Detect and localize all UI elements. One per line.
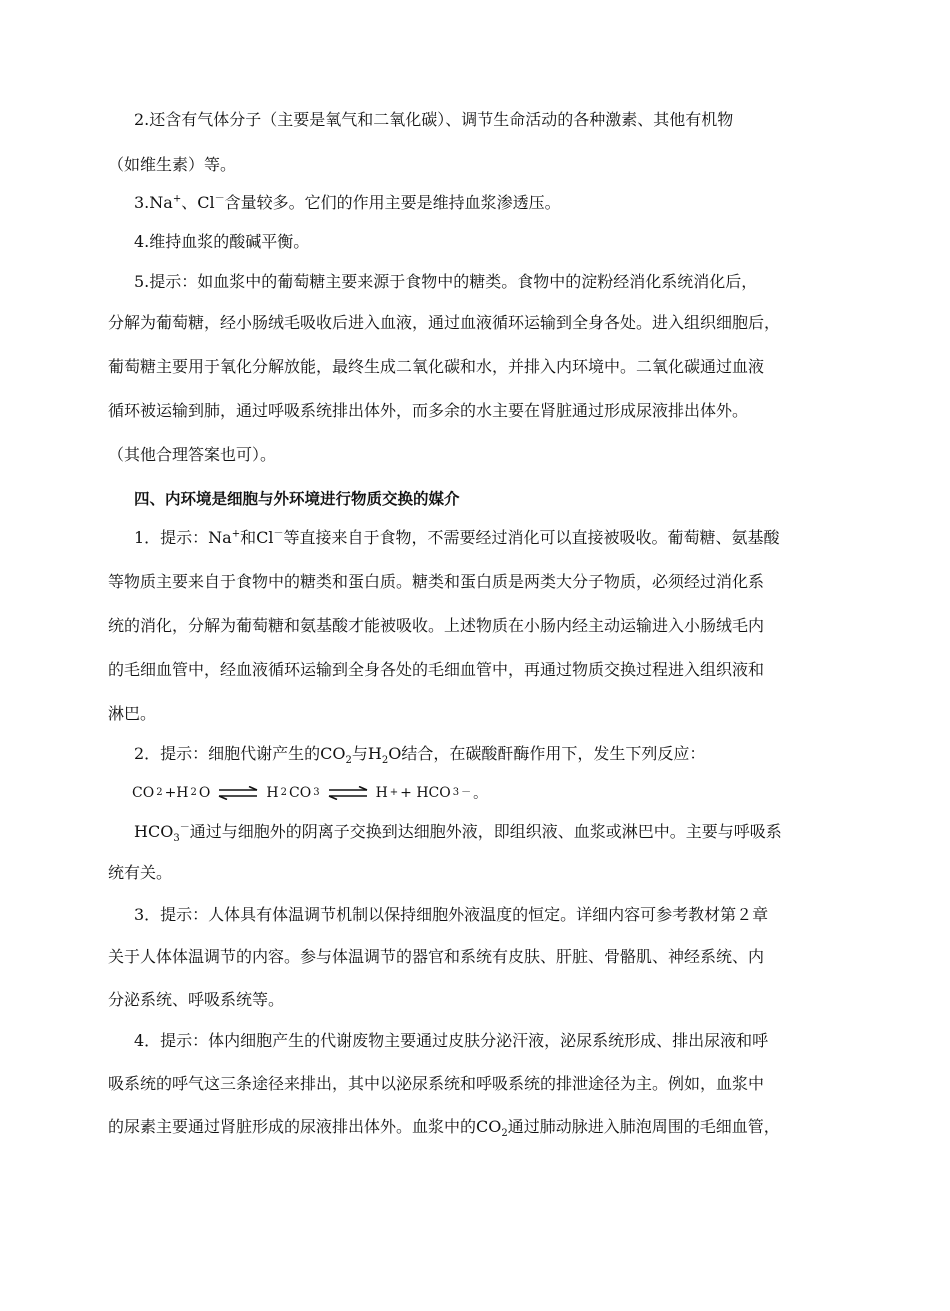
paragraph-line: 葡萄糖主要用于氧化分解放能，最终生成二氧化碳和水，并排入内环境中。二氧化碳通过血液 bbox=[108, 357, 765, 376]
paragraph-line: 等物质主要来自于食物中的糖类和蛋白质。糖类和蛋白质是两类大分子物质，必须经过消化系 bbox=[108, 572, 765, 591]
paragraph-line: 1．提示：Na+和Cl－等直接来自于食物，不需要经过消化可以直接被吸收。葡萄糖、氨基酸 bbox=[134, 528, 780, 547]
paragraph-line: 吸系统的呼气这三条途径来排出，其中以泌尿系统和呼吸系统的排泄途径为主。例如，血浆中 bbox=[108, 1074, 765, 1093]
paragraph-line: 统的消化，分解为葡萄糖和氨基酸才能被吸收。上述物质在小肠内经主动运输进入小肠绒毛内 bbox=[108, 616, 765, 635]
section-heading: 四、内环境是细胞与外环境进行物质交换的媒介 bbox=[134, 490, 460, 508]
paragraph-line: 5.提示：如血浆中的葡萄糖主要来源于食物中的糖类。食物中的淀粉经消化系统消化后， bbox=[134, 272, 758, 291]
paragraph-line: 关于人体体温调节的内容。参与体温调节的器官和系统有皮肤、肝脏、骨骼肌、神经系统、内 bbox=[108, 947, 765, 966]
paragraph-line: 分解为葡萄糖，经小肠绒毛吸收后进入血液，通过血液循环运输到全身各处。进入组织细胞后， bbox=[108, 313, 781, 332]
paragraph-line: 分泌系统、呼吸系统等。 bbox=[108, 990, 285, 1009]
reversible-arrow-icon bbox=[328, 786, 368, 800]
paragraph-line: 统有关。 bbox=[108, 863, 173, 882]
paragraph-line: （如维生素）等。 bbox=[108, 155, 237, 174]
paragraph-line: 淋巴。 bbox=[108, 704, 157, 723]
paragraph-line: 的尿素主要通过肾脏形成的尿液排出体外。血浆中的$CO_2$通过肺动脉进入肺泡周围的毛细血管， bbox=[108, 1117, 780, 1140]
paragraph-line: $HCO_3^-$通过与细胞外的阴离子交换到达细胞外液，即组织液、血浆或淋巴中。主要与呼吸系 bbox=[134, 822, 782, 845]
paragraph-line: （其他合理答案也可）。 bbox=[108, 445, 277, 464]
reversible-arrow-icon bbox=[218, 786, 258, 800]
paragraph-line: 3．提示：人体具有体温调节机制以保持细胞外液温度的恒定。详细内容可参考教材第２章 bbox=[134, 905, 769, 924]
paragraph-line: 3.Na+、Cl－含量较多。它们的作用主要是维持血浆渗透压。 bbox=[134, 193, 561, 212]
paragraph-line: 循环被运输到肺，通过呼吸系统排出体外，而多余的水主要在肾脏通过形成尿液排出体外。 bbox=[108, 401, 749, 420]
paragraph-line: 2.还含有气体分子（主要是氧气和二氧化碳）、调节生命活动的各种激素、其他有机物 bbox=[134, 110, 734, 129]
chemical-equation: CO 2 +H 2 O H 2 CO 3 H + + HCO 3 － 。 bbox=[132, 785, 488, 802]
paragraph-line: 4.维持血浆的酸碱平衡。 bbox=[134, 232, 310, 251]
paragraph-line: 的毛细血管中，经血液循环运输到全身各处的毛细血管中，再通过物质交换过程进入组织液和 bbox=[108, 660, 765, 679]
paragraph-line: 2．提示：细胞代谢产生的$CO_2$与$H_2O$结合，在碳酸酐酶作用下，发生下列反应： bbox=[134, 744, 706, 767]
paragraph-line: 4．提示：体内细胞产生的代谢废物主要通过皮肤分泌汗液，泌尿系统形成、排出尿液和呼 bbox=[134, 1031, 769, 1050]
